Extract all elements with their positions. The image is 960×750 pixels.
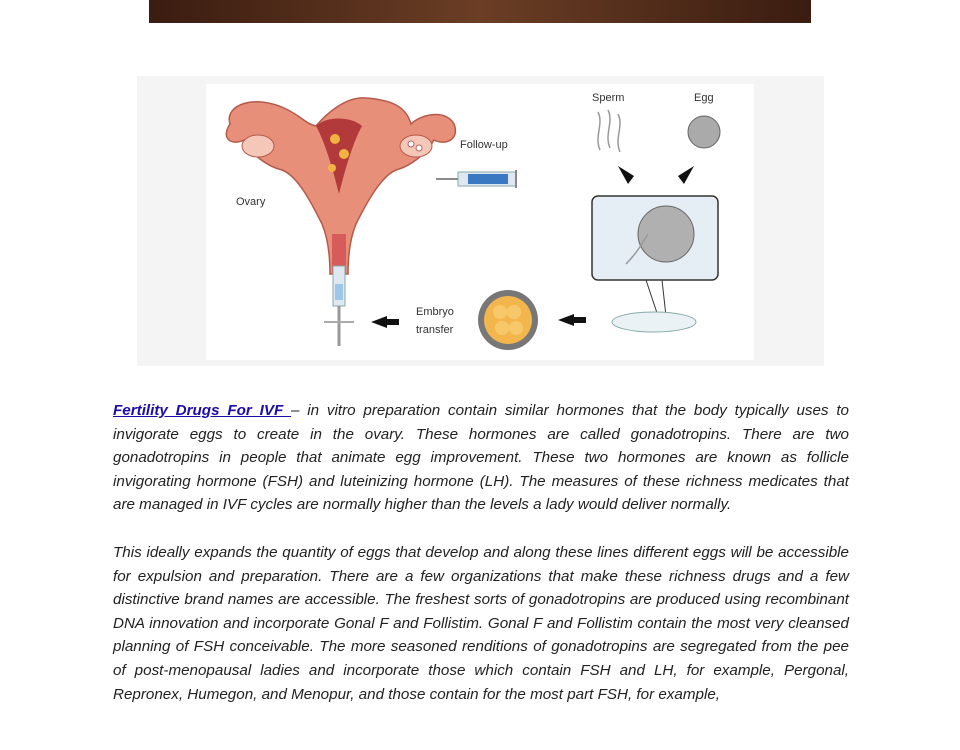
header-banner (149, 0, 811, 23)
label-follow-up: Follow-up (460, 139, 508, 151)
egg-graphic (688, 116, 720, 148)
fertilization-box-graphic (592, 196, 718, 316)
arrow-to-embryo (558, 314, 574, 326)
sperm-graphic (598, 110, 620, 152)
label-sperm: Sperm (592, 92, 625, 104)
ivf-illustration (206, 84, 754, 360)
ivf-diagram-graphic (206, 84, 754, 360)
label-embryo: Embryo (416, 306, 454, 318)
label-egg: Egg (694, 92, 714, 104)
paragraph-1-text: – in vitro preparation contain similar hormones that the body typically uses to invigorate eggs to create in the ovary. These hormones are called gonadotropins. There are two gonadotropins in people that animate egg improvement. These two hormones are known as follicle invigorating hormone (FSH) and luteinizing hormone (LH). The measures of these richness medicates that are managed in IVF cycles are normally higher than the levels a lady would deliver normally. (113, 402, 849, 514)
ivf-illustration-frame (137, 76, 824, 366)
paragraph-2: This ideally expands the quantity of eggs that develop and along these lines different eggs will be accessible for expulsion and preparation. There are a few organizations that make these richness drugs and a few distinctive brand names are accessible. The freshest sorts of gonadotropins are produced using recombinant DNA innovation and incorporate Gonal F and Follistim. Gonal F and Follistim contain the most very cleansed planning of FSH conceivable. The more seasoned renditions of gonadotropins are segregated from the pee of post-menopausal ladies and incorporate those which contain FSH and LH, for example, Pergonal, Repronex, Humegon, and Menopur, and those contain for the most part FSH, for example, (113, 543, 849, 703)
petri-dish-graphic (612, 312, 696, 332)
embryo-graphic (478, 290, 538, 350)
label-transfer: transfer (416, 324, 454, 336)
article-body (113, 399, 849, 730)
paragraph-1 (113, 399, 849, 517)
follow-up-syringe-graphic (436, 170, 516, 188)
uterus-graphic (226, 98, 455, 274)
arrow-egg-down (678, 166, 694, 184)
arrow-to-uterus (371, 316, 387, 328)
fertility-drugs-link[interactable]: Fertility Drugs For IVF (113, 402, 292, 419)
arrow-sperm-down (618, 166, 634, 184)
label-ovary: Ovary (236, 196, 266, 208)
transfer-catheter-graphic (324, 266, 354, 346)
